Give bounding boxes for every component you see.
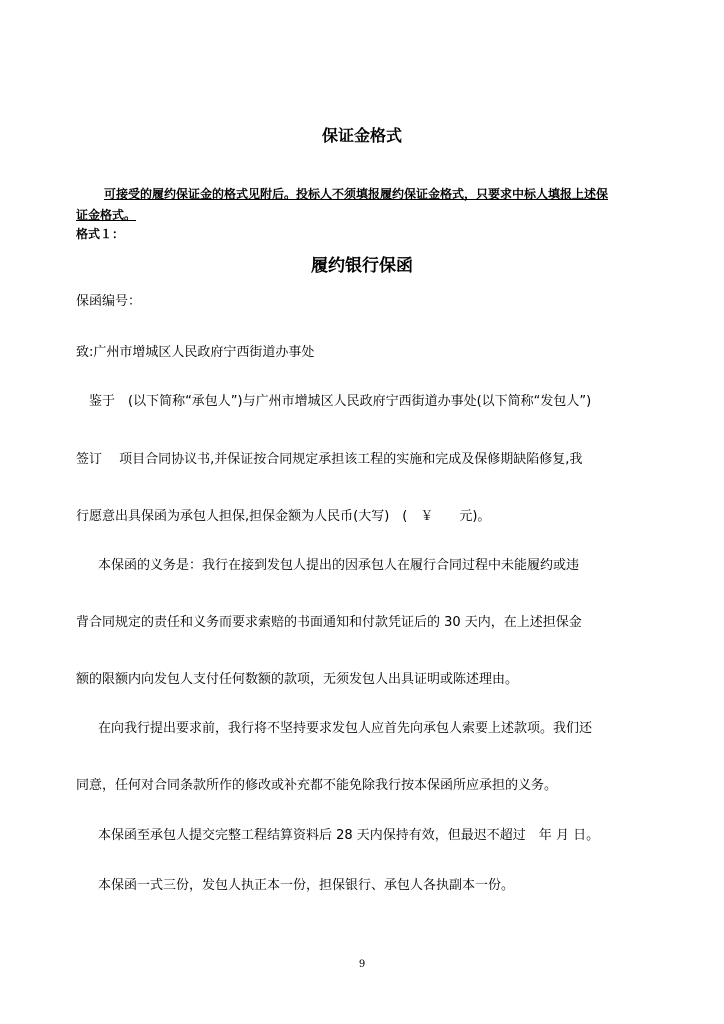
format-label: 格式１： (76, 227, 125, 241)
body-line: 签订 项目合同协议书,并保证按合同规定承担该工程的实施和完成及保修期缺陷修复,我 (76, 452, 583, 467)
notice-line-2: 证金格式。 (76, 208, 137, 222)
body-line: 同意，任何对合同条款所作的修改或补充都不能免除我行按本保函所应承担的义务。 (76, 778, 558, 793)
body-line: 在向我行提出要求前，我行将不坚持要求发包人应首先向承包人索要上述款项。我们还 (98, 721, 593, 736)
body-line: 背合同规定的责任和义务而要求索赔的书面通知和付款凭证后的 30 天内，在上述担保金 (76, 615, 582, 630)
page-heading: 保证金格式 (321, 126, 402, 145)
body-line: 本保函一式三份，发包人执正本一份，担保银行、承包人各执副本一份。 (98, 878, 515, 893)
body-line: 本保函至承包人提交完整工程结算资料后 28 天内保持有效，但最迟不超过 年 月 日。 (98, 828, 600, 843)
body-line: 鉴于 (以下简称“承包人”)与广州市增城区人民政府宁西街道办事处(以下简称“发包人”) (89, 394, 592, 409)
addressee: 致:广州市增城区人民政府宁西街道办事处 (76, 345, 315, 360)
notice-line-1: 可接受的履约保证金的格式见附后。投标人不须填报履约保证金格式，只要求中标人填报上述保 (104, 187, 609, 201)
letter-title: 履约银行保函 (311, 256, 413, 276)
body-line: 额的限额内向发包人支付任何数额的款项，无须发包人出具证明或陈述理由。 (76, 672, 519, 687)
guarantee-number-label: 保函编号： (76, 294, 142, 309)
body-line: 行愿意出具保函为承包人担保,担保金额为人民币(大写) ( ￥ 元)。 (76, 509, 491, 524)
body-line: 本保函的义务是：我行在接到发包人提出的因承包人在履行合同过程中未能履约或违 (98, 558, 580, 573)
page-number: 9 (358, 959, 366, 970)
